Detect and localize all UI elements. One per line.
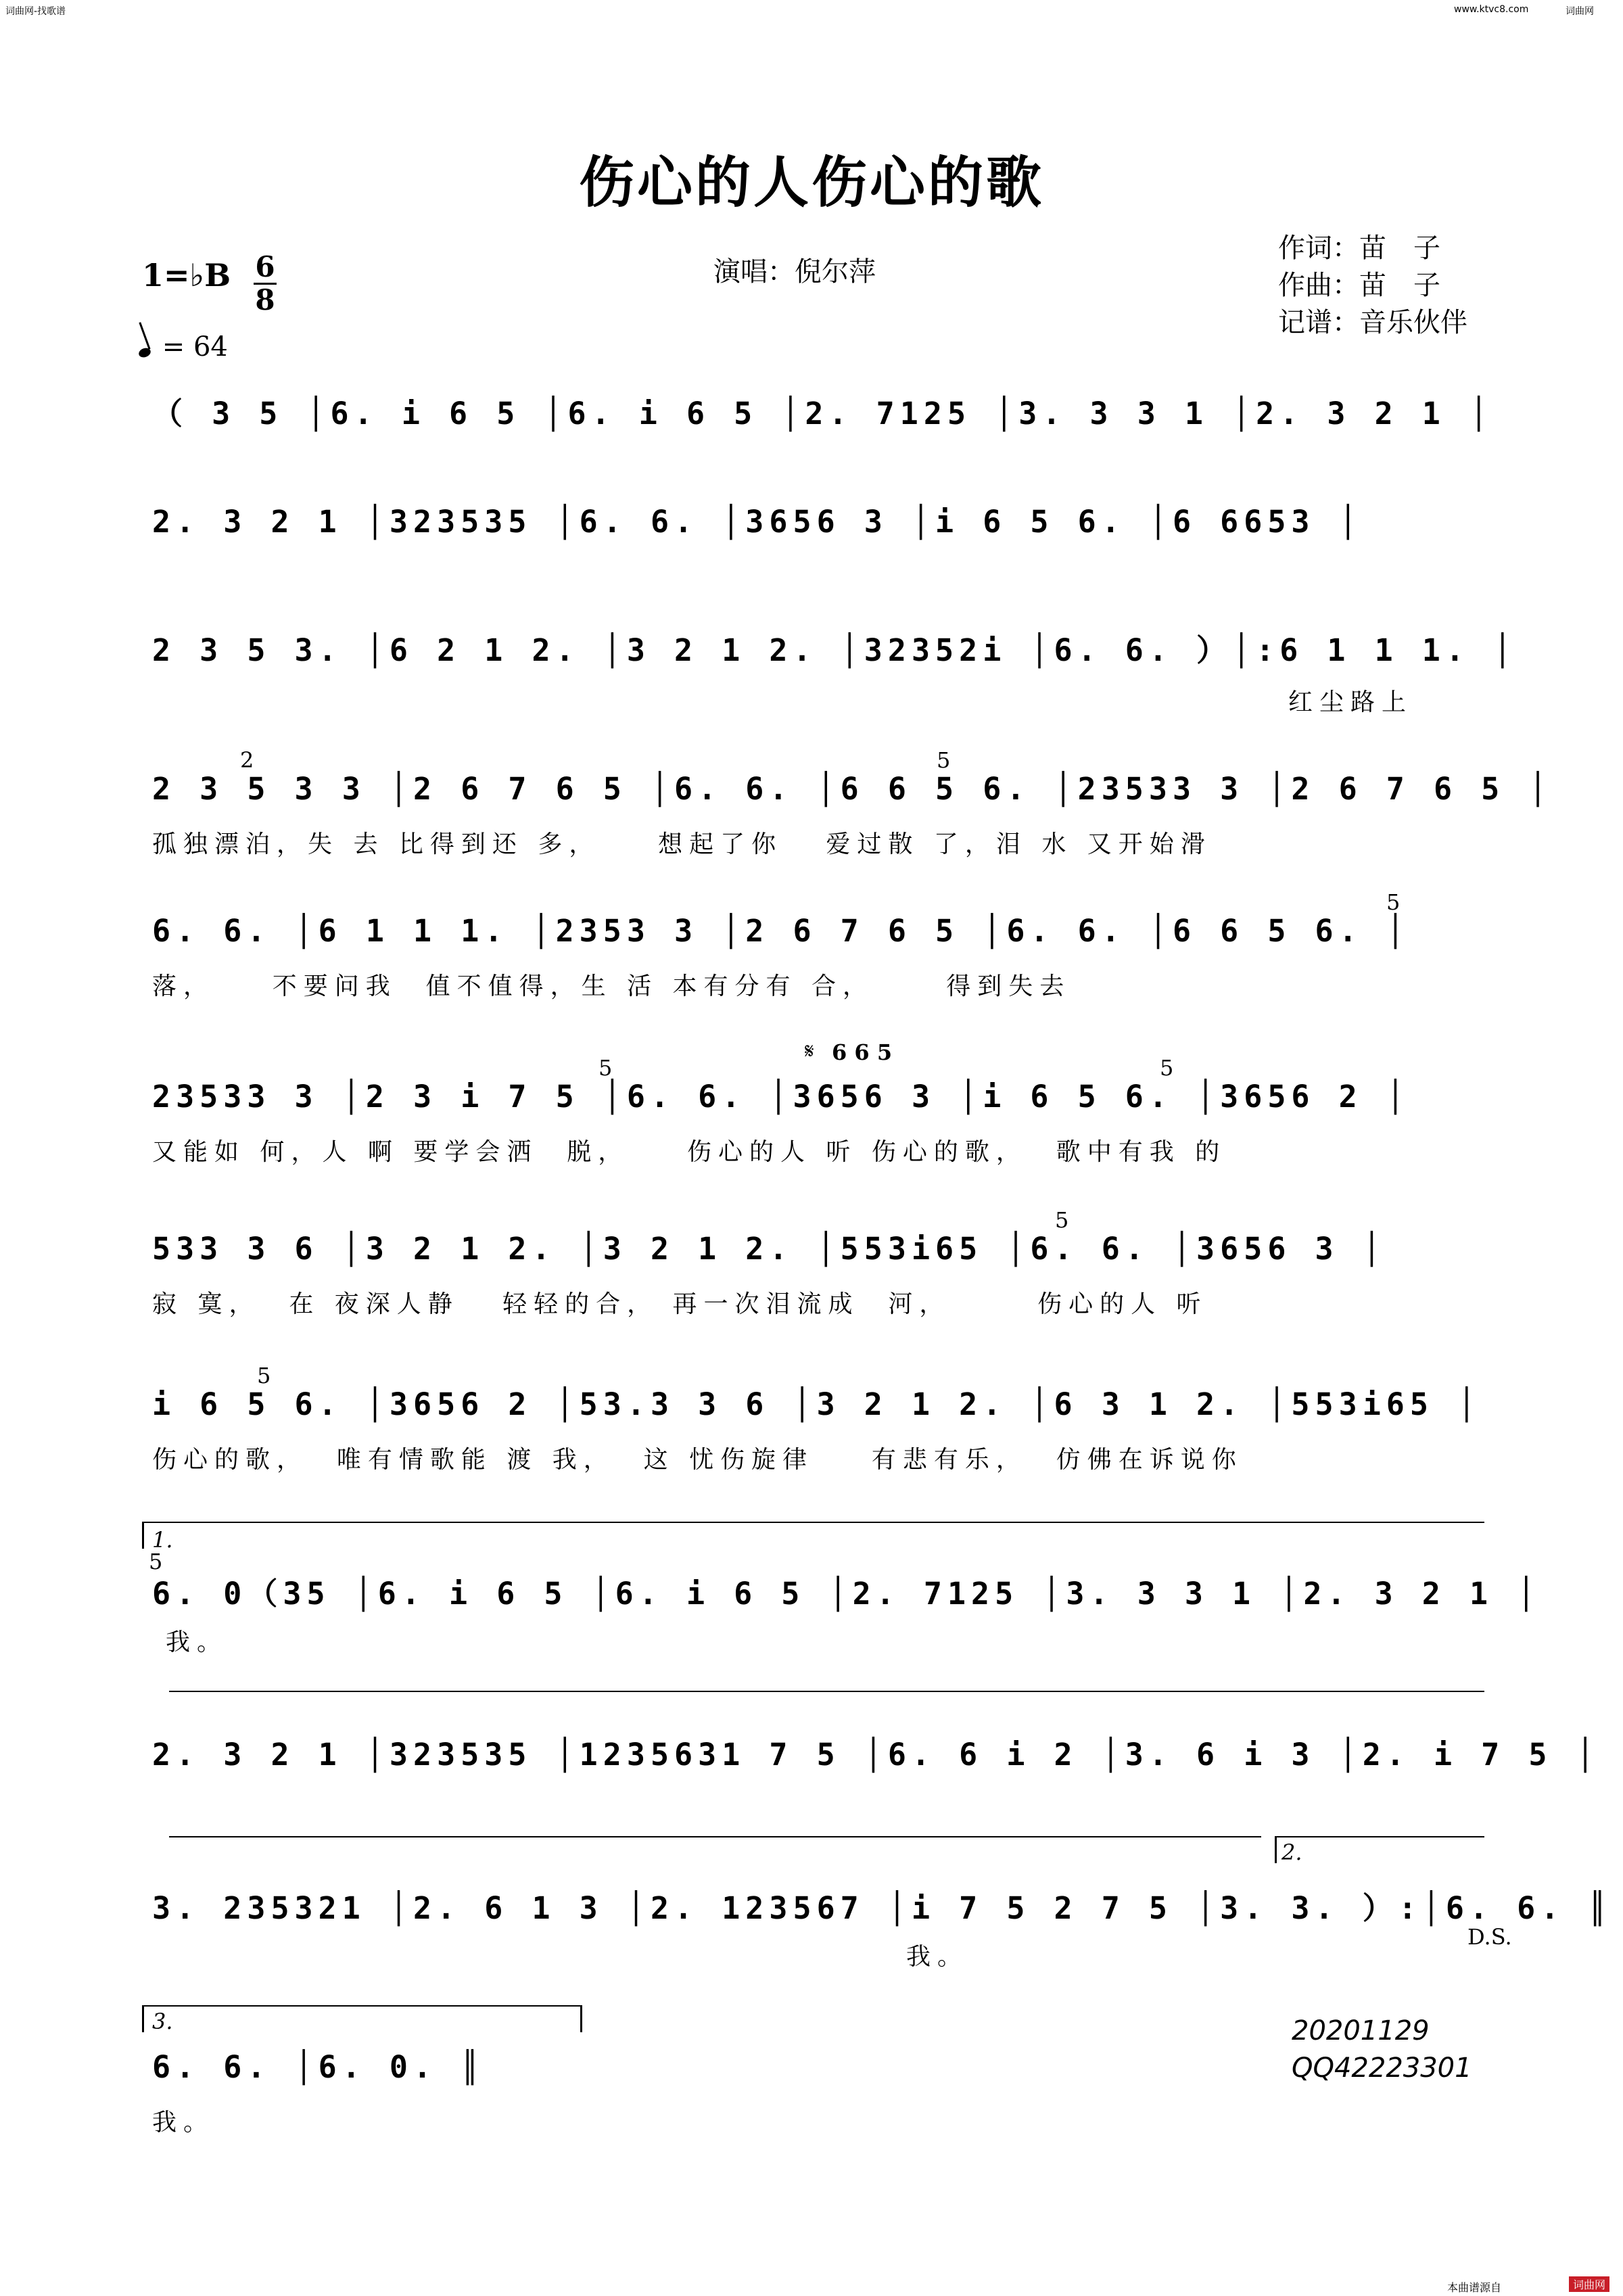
grace-note: 5	[937, 747, 951, 773]
volta-2-bracket	[1275, 1836, 1484, 1837]
line-lyrics: 伤心的歌， 唯有情歌能 渡 我， 这 忧伤旋律 有悲有乐， 仿佛在诉说你	[152, 1446, 1243, 1474]
volta-2-label: 2.	[1281, 1840, 1302, 1865]
grace-note: 2	[240, 747, 254, 773]
grace-note: 5	[257, 1363, 271, 1388]
line-lyrics: 又能如 何，人 啊 要学会洒 脱， 伤心的人 听 伤心的歌， 歌中有我 的	[152, 1138, 1227, 1166]
transcriber: 记谱：音乐伙伴	[1278, 307, 1467, 338]
volta-1-bracket	[142, 1522, 1484, 1523]
grace-note: 5	[1055, 1207, 1069, 1233]
line-notes: 23533 3 │2 3 i 7 5 │6. 6. │3656 3 │i 6 5 6. │3656 2 │	[152, 1079, 1410, 1115]
transcriber-qq: QQ42223301	[1292, 2053, 1472, 2084]
volta-1-lower-rule	[169, 1691, 1484, 1692]
line-notes: 6. 0（35 │6. i 6 5 │6. i 6 5 │2. 7125 │3. 3 3 1 │2. 3 2 1 │	[152, 1576, 1541, 1612]
transcription-date: 20201129	[1292, 2015, 1430, 2046]
line-lyrics: 我。	[152, 1943, 969, 1971]
tempo-value: = 64	[162, 331, 228, 362]
volta-3-tick-end	[580, 2005, 582, 2032]
site-url[interactable]: www.ktvc8.com	[1454, 4, 1529, 15]
quarter-note-icon	[137, 346, 151, 358]
volta-3-bracket	[142, 2005, 582, 2007]
volta-3-tick	[142, 2005, 144, 2032]
line-notes: 533 3 6 │3 2 1 2. │3 2 1 2. │553i65 │6. 6. │3656 3 │	[152, 1231, 1386, 1267]
grace-note: 5	[149, 1549, 163, 1574]
volta-1-tick	[142, 1522, 144, 1549]
source-site[interactable]: 词曲网	[1569, 2276, 1609, 2292]
time-bottom: 8	[255, 283, 275, 317]
line-notes: 6. 6. │6 1 1 1. │2353 3 │2 6 7 6 5 │6. 6. │6 6 5 6. │	[152, 913, 1410, 949]
line-notes: 2 3 5 3. │6 2 1 2. │3 2 1 2. │32352i │6. 6. ）│:6 1 1 1. │	[152, 632, 1518, 668]
grace-note: 5	[1160, 1055, 1174, 1081]
song-title: 伤心的人伤心的歌	[578, 150, 1044, 215]
line-notes: 2. 3 2 1 │323535 │6. 6. │3656 3 │i 6 5 6. │6 6653 │	[152, 504, 1363, 540]
line-lyrics: 孤独漂泊，失 去 比得到还 多， 想起了你 爱过散 了，泪 水 又开始滑	[152, 830, 1212, 858]
source-label: 本曲谱源自	[1447, 2281, 1502, 2294]
line-notes: i 6 5 6. │3656 2 │53.3 3 6 │3 2 1 2. │6 3 1 2. │553i65 │	[152, 1386, 1482, 1422]
volta-2-tick	[1275, 1836, 1277, 1863]
line-notes: 3. 235321 │2. 6 1 3 │2. 123567 │i 7 5 2 7 5 │3. 3. ）:│6. 6. ║	[152, 1890, 1612, 1926]
line-notes: 6. 6. │6. 0. ║	[152, 2049, 485, 2085]
top-left-watermark: 词曲网-找歌谱	[5, 6, 66, 17]
tempo	[139, 331, 228, 362]
line-notes: 2. 3 2 1 │323535 │1235631 7 5 │6. 6 i 2 │3. 6 i 3 │2. i 7 5 │	[152, 1737, 1600, 1773]
site-name: 词曲网	[1566, 6, 1594, 17]
grace-note: 5	[1386, 889, 1401, 915]
time-signature	[254, 252, 277, 316]
segno-icon: 𝄋	[805, 1038, 814, 1064]
line-lyrics: 我。	[166, 1629, 229, 1656]
line-lyrics: 寂 寞， 在 夜深人静 轻轻的合， 再一次泪流成 河， 伤心的人 听	[152, 1290, 1208, 1318]
composer: 作曲：苗 子	[1278, 270, 1440, 301]
ds-label: D.S.	[1467, 1924, 1512, 1950]
line-lyrics: 落， 不要问我 值不值得，生 活 本有分有 合， 得到失去	[152, 973, 1071, 1000]
line-lyrics: 我。	[152, 2109, 215, 2136]
time-top: 6	[255, 250, 275, 283]
segno-notes: 6 6 5	[832, 1039, 893, 1065]
line-notes: 2 3 5 3 3 │2 6 7 6 5 │6. 6. │6 6 5 6. │23533 3 │2 6 7 6 5 │	[152, 771, 1553, 807]
volta-1-label: 1.	[152, 1527, 173, 1553]
line-notes: （ 3 5 │6. i 6 5 │6. i 6 5 │2. 7125 │3. 3 3 1 │2. 3 2 1 │	[152, 396, 1494, 431]
line-lyrics: 红尘路上	[1288, 688, 1413, 716]
singer: 演唱：倪尔萍	[713, 256, 876, 287]
lyricist: 作词：苗 子	[1278, 233, 1440, 264]
grace-note: 5	[598, 1055, 613, 1081]
volta-3-label: 3.	[152, 2009, 173, 2034]
volta-rule	[169, 1836, 1261, 1837]
key-signature: 1=♭B	[142, 257, 231, 294]
